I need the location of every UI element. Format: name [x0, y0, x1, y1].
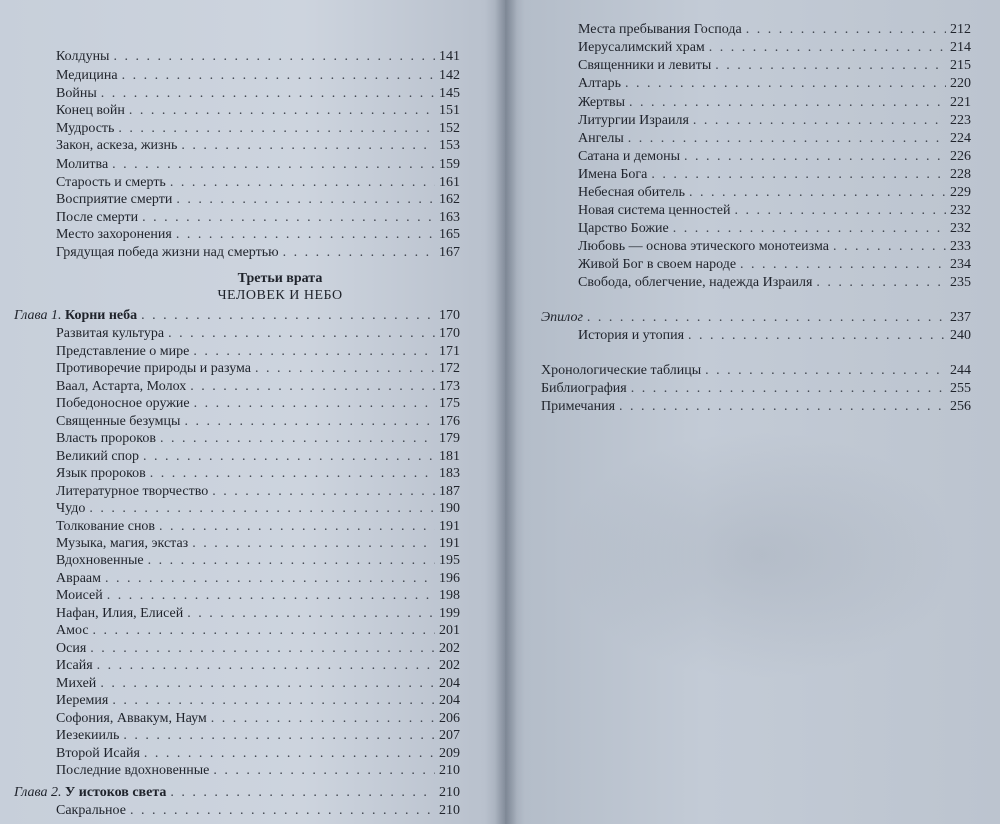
toc-entry	[56, 465, 460, 483]
toc-entry-page: 198	[439, 588, 460, 603]
leader-dots	[112, 156, 435, 174]
toc-entry-title: Сакральное	[56, 803, 126, 818]
toc-entry-title: Победоносное оружие	[56, 396, 190, 411]
toc-entry	[56, 343, 460, 361]
toc-entry	[56, 727, 460, 745]
toc-entry-page: 179	[439, 431, 460, 446]
toc-entry	[56, 156, 460, 174]
toc-entry-page: 153	[439, 138, 460, 153]
leader-dots	[187, 605, 435, 623]
toc-entry-page: 244	[950, 363, 971, 378]
toc-entry	[578, 327, 971, 345]
toc-entry-page: 214	[950, 40, 971, 55]
toc-entry-title: Восприятие смерти	[56, 192, 173, 207]
toc-entry-page: 202	[439, 658, 460, 673]
toc-entry-page: 191	[439, 519, 460, 534]
toc-entry-page: 255	[950, 381, 971, 396]
toc-entry-page: 195	[439, 553, 460, 568]
toc-entry-title: Места пребывания Господа	[578, 22, 742, 37]
toc-entry-title: Медицина	[56, 68, 118, 83]
toc-entry-page: 234	[950, 257, 971, 272]
toc-entry	[56, 395, 460, 413]
toc-entry	[56, 174, 460, 192]
toc-entry-page: 141	[439, 49, 460, 64]
toc-entry-title: Библиография	[541, 381, 627, 396]
toc-entry-title: Молитва	[56, 157, 109, 172]
toc-entry	[578, 220, 971, 238]
toc-entry-title: Толкование снов	[56, 519, 156, 534]
toc-entry-page: 176	[439, 414, 460, 429]
toc-entry-title: Язык пророков	[56, 466, 146, 481]
leader-dots	[816, 274, 946, 292]
leader-dots	[689, 184, 946, 202]
leader-dots	[176, 226, 435, 244]
toc-entry	[578, 75, 971, 93]
leader-dots	[283, 244, 435, 262]
leader-dots	[97, 657, 435, 675]
toc-entry	[56, 518, 460, 536]
leader-dots	[705, 362, 946, 380]
toc-entry-page: 240	[950, 328, 971, 343]
toc-entry-title: Небесная обитель	[578, 185, 686, 200]
toc-entry-page: 183	[439, 466, 460, 481]
toc-entry-page: 232	[950, 203, 971, 218]
chapter-heading	[14, 784, 460, 802]
toc-entry-page: 256	[950, 399, 971, 414]
leader-dots	[101, 85, 435, 103]
chapter-label: Глава 2.	[14, 785, 62, 800]
toc-entry	[578, 148, 971, 166]
toc-entry-title: Второй Исайя	[56, 746, 140, 761]
epilogue-heading	[541, 309, 971, 327]
leader-dots	[141, 307, 435, 325]
toc-entry-page: 165	[439, 227, 460, 242]
toc-entry-page: 202	[439, 641, 460, 656]
leader-dots	[118, 120, 435, 138]
toc-entry	[578, 39, 971, 57]
toc-entry-page: 161	[439, 175, 460, 190]
leader-dots	[123, 727, 435, 745]
toc-entry-page: 215	[950, 58, 971, 73]
toc-entry	[578, 202, 971, 220]
toc-entry-title: Представление о мире	[56, 344, 190, 359]
toc-entry-title: Власть пророков	[56, 431, 156, 446]
toc-entry-page: 212	[950, 22, 971, 37]
toc-entry-page: 207	[439, 728, 460, 743]
toc-entry	[56, 430, 460, 448]
toc-entry	[578, 256, 971, 274]
toc-entry-title: Место захоронения	[56, 227, 172, 242]
leader-dots	[105, 570, 435, 588]
toc-entry-title: Иерусалимский храм	[578, 40, 705, 55]
toc-entry-title: Мудрость	[56, 121, 115, 136]
chapter-heading	[14, 307, 460, 325]
leader-dots	[142, 209, 435, 227]
leader-dots	[629, 94, 946, 112]
toc-entry-page: 187	[439, 484, 460, 499]
toc-entry-title: Жертвы	[578, 95, 625, 110]
toc-entry	[56, 120, 460, 138]
back-matter-entry	[541, 380, 971, 398]
toc-entry-title: Противоречие природы и разума	[56, 361, 252, 376]
toc-entry-title: Иеремия	[56, 693, 109, 708]
leader-dots	[150, 465, 435, 483]
toc-entry	[56, 675, 460, 693]
toc-entry-page: 223	[950, 113, 971, 128]
toc-entry-title: История и утопия	[578, 328, 685, 343]
leader-dots	[740, 256, 946, 274]
toc-entry-title: Великий спор	[56, 449, 140, 464]
leader-dots	[170, 174, 435, 192]
toc-entry-title: Священные безумцы	[56, 414, 181, 429]
toc-entry-title: Вдохновенные	[56, 553, 144, 568]
toc-entry-title: Авраам	[56, 571, 102, 586]
toc-entry-title: Ангелы	[578, 131, 624, 146]
toc-entry	[578, 21, 971, 39]
toc-entry-title: Колдуны	[56, 49, 110, 64]
leader-dots	[130, 802, 435, 820]
leader-dots	[193, 343, 435, 361]
toc-entry-title: Развитая культура	[56, 326, 165, 341]
leader-dots	[143, 448, 435, 466]
chapter-title: У истоков света	[64, 785, 167, 800]
toc-entry-page: 175	[439, 396, 460, 411]
toc-entry-title: Имена Бога	[578, 167, 648, 182]
toc-entry-page: 209	[439, 746, 460, 761]
toc-entry-page: 170	[439, 326, 460, 341]
toc-entry-page: 159	[439, 157, 460, 172]
toc-entry	[578, 94, 971, 112]
toc-entry-title: Священники и левиты	[578, 58, 712, 73]
back-matter-entry	[541, 362, 971, 380]
toc-entry-title: Конец войн	[56, 103, 125, 118]
toc-entry	[578, 130, 971, 148]
toc-entry-title: Закон, аскеза, жизнь	[56, 138, 178, 153]
toc-entry	[56, 535, 460, 553]
leader-dots	[192, 535, 435, 553]
leader-dots	[619, 398, 946, 416]
epilogue-label: Эпилог	[541, 310, 583, 325]
leader-dots	[833, 238, 946, 256]
leader-dots	[631, 380, 946, 398]
toc-entry-page: 210	[439, 763, 460, 778]
leader-dots	[746, 21, 946, 39]
toc-entry-page: 221	[950, 95, 971, 110]
toc-entry-page: 152	[439, 121, 460, 136]
toc-entry	[56, 102, 460, 120]
toc-entry	[56, 762, 460, 780]
toc-entry-page: 201	[439, 623, 460, 638]
toc-entry-page: 226	[950, 149, 971, 164]
toc-entry-page: 229	[950, 185, 971, 200]
toc-entry-page: 191	[439, 536, 460, 551]
toc-entry	[56, 483, 460, 501]
toc-entry-title: Моисей	[56, 588, 103, 603]
toc-entry	[56, 500, 460, 518]
leader-dots	[89, 500, 435, 518]
toc-entry-page: 204	[439, 693, 460, 708]
leader-dots	[693, 112, 946, 130]
toc-entry	[578, 166, 971, 184]
toc-entry-page: 235	[950, 275, 971, 290]
leader-dots	[112, 692, 435, 710]
toc-entry-page: 167	[439, 245, 460, 260]
leader-dots	[184, 413, 435, 431]
leader-dots	[93, 622, 435, 640]
toc-entry-page: 196	[439, 571, 460, 586]
toc-entry-page: 162	[439, 192, 460, 207]
epilogue-page: 237	[950, 310, 971, 325]
leader-dots	[688, 327, 946, 345]
leader-dots	[168, 325, 435, 343]
toc-entry	[578, 184, 971, 202]
leader-dots	[735, 202, 947, 220]
leader-dots	[100, 675, 435, 693]
toc-entry-title: Сатана и демоны	[578, 149, 680, 164]
leader-dots	[628, 130, 946, 148]
toc-entry-page: 204	[439, 676, 460, 691]
chapter-page: 170	[439, 308, 460, 323]
book-gutter	[495, 0, 517, 824]
toc-entry-page: 173	[439, 379, 460, 394]
toc-entry	[56, 360, 460, 378]
toc-entry-page: 220	[950, 76, 971, 91]
toc-entry-title: Живой Бог в своем народе	[578, 257, 737, 272]
toc-entry	[56, 325, 460, 343]
toc-entry-title: Софония, Аввакум, Наум	[56, 711, 207, 726]
leader-dots	[176, 191, 435, 209]
toc-entry-title: Чудо	[56, 501, 86, 516]
toc-entry	[578, 274, 971, 292]
toc-entry	[56, 67, 460, 85]
toc-entry-title: Новая система ценностей	[578, 203, 731, 218]
leader-dots	[194, 395, 435, 413]
chapter-title: Корни неба	[64, 308, 138, 323]
toc-entry-page: 171	[439, 344, 460, 359]
toc-entry	[56, 802, 460, 820]
section-subheading: ЧЕЛОВЕК И НЕБО	[217, 288, 343, 303]
toc-entry-page: 199	[439, 606, 460, 621]
toc-entry	[56, 85, 460, 103]
leader-dots	[211, 710, 435, 728]
toc-entry-title: Старость и смерть	[56, 175, 166, 190]
toc-entry-page: 206	[439, 711, 460, 726]
toc-entry-page: 172	[439, 361, 460, 376]
toc-entry	[56, 657, 460, 675]
toc-entry-page: 232	[950, 221, 971, 236]
leader-dots	[587, 309, 946, 327]
toc-entry	[56, 710, 460, 728]
toc-entry	[578, 112, 971, 130]
toc-entry	[56, 48, 460, 66]
toc-entry	[56, 640, 460, 658]
toc-entry-title: Иезекииль	[56, 728, 120, 743]
leader-dots	[255, 360, 435, 378]
chapter-page: 210	[439, 785, 460, 800]
toc-entry	[56, 209, 460, 227]
toc-entry	[56, 191, 460, 209]
toc-entry-title: Литургии Израиля	[578, 113, 689, 128]
toc-entry-title: Музыка, магия, экстаз	[56, 536, 189, 551]
toc-entry-title: Войны	[56, 86, 97, 101]
toc-entry-page: 163	[439, 210, 460, 225]
toc-entry-title: Примечания	[541, 399, 616, 414]
leader-dots	[122, 67, 435, 85]
leader-dots	[651, 166, 946, 184]
toc-entry	[56, 413, 460, 431]
toc-entry-title: После смерти	[56, 210, 139, 225]
leader-dots	[148, 552, 435, 570]
leader-dots	[160, 430, 435, 448]
leader-dots	[673, 220, 946, 238]
toc-entry-title: Царство Божие	[578, 221, 669, 236]
leader-dots	[159, 518, 435, 536]
toc-entry-page: 151	[439, 103, 460, 118]
toc-entry-page: 142	[439, 68, 460, 83]
toc-entry	[56, 605, 460, 623]
toc-entry-title: Хронологические таблицы	[541, 363, 702, 378]
leader-dots	[144, 745, 435, 763]
toc-entry-title: Грядущая победа жизни над смертью	[56, 245, 279, 260]
leader-dots	[213, 762, 435, 780]
leader-dots	[107, 587, 435, 605]
toc-entry	[578, 57, 971, 75]
chapter-label: Глава 1.	[14, 308, 62, 323]
toc-entry	[56, 622, 460, 640]
toc-entry	[56, 137, 460, 155]
leader-dots	[625, 75, 946, 93]
toc-entry	[56, 745, 460, 763]
section-heading: Третьи врата	[237, 271, 323, 286]
toc-entry	[56, 378, 460, 396]
toc-entry-page: 190	[439, 501, 460, 516]
toc-entry	[56, 552, 460, 570]
leader-dots	[190, 378, 435, 396]
toc-entry	[56, 570, 460, 588]
toc-entry	[56, 226, 460, 244]
toc-entry-page: 233	[950, 239, 971, 254]
leader-dots	[129, 102, 435, 120]
toc-entry-title: Амос	[56, 623, 89, 638]
toc-entry-page: 224	[950, 131, 971, 146]
leader-dots	[170, 784, 435, 802]
toc-entry-page: 210	[439, 803, 460, 818]
leader-dots	[709, 39, 946, 57]
toc-entry	[56, 448, 460, 466]
leader-dots	[181, 137, 435, 155]
toc-entry-title: Нафан, Илия, Елисей	[56, 606, 184, 621]
toc-entry	[56, 587, 460, 605]
toc-entry	[578, 238, 971, 256]
toc-entry-title: Литературное творчество	[56, 484, 209, 499]
toc-entry-title: Любовь — основа этического монотеизма	[578, 239, 829, 254]
show-through-text	[560, 430, 960, 680]
toc-entry-title: Михей	[56, 676, 97, 691]
leader-dots	[90, 640, 435, 658]
toc-entry-title: Свобода, облегчение, надежда Израиля	[578, 275, 813, 290]
toc-entry-title: Последние вдохновенные	[56, 763, 210, 778]
leader-dots	[715, 57, 946, 75]
toc-entry-page: 228	[950, 167, 971, 182]
leader-dots	[684, 148, 946, 166]
toc-entry-page: 181	[439, 449, 460, 464]
back-matter-entry	[541, 398, 971, 416]
toc-entry-title: Ваал, Астарта, Молох	[56, 379, 187, 394]
leader-dots	[113, 48, 435, 66]
toc-entry	[56, 244, 460, 262]
toc-entry	[56, 692, 460, 710]
toc-entry-title: Исайя	[56, 658, 93, 673]
leader-dots	[212, 483, 435, 501]
toc-entry-title: Алтарь	[578, 76, 621, 91]
toc-entry-page: 145	[439, 86, 460, 101]
toc-entry-title: Осия	[56, 641, 87, 656]
